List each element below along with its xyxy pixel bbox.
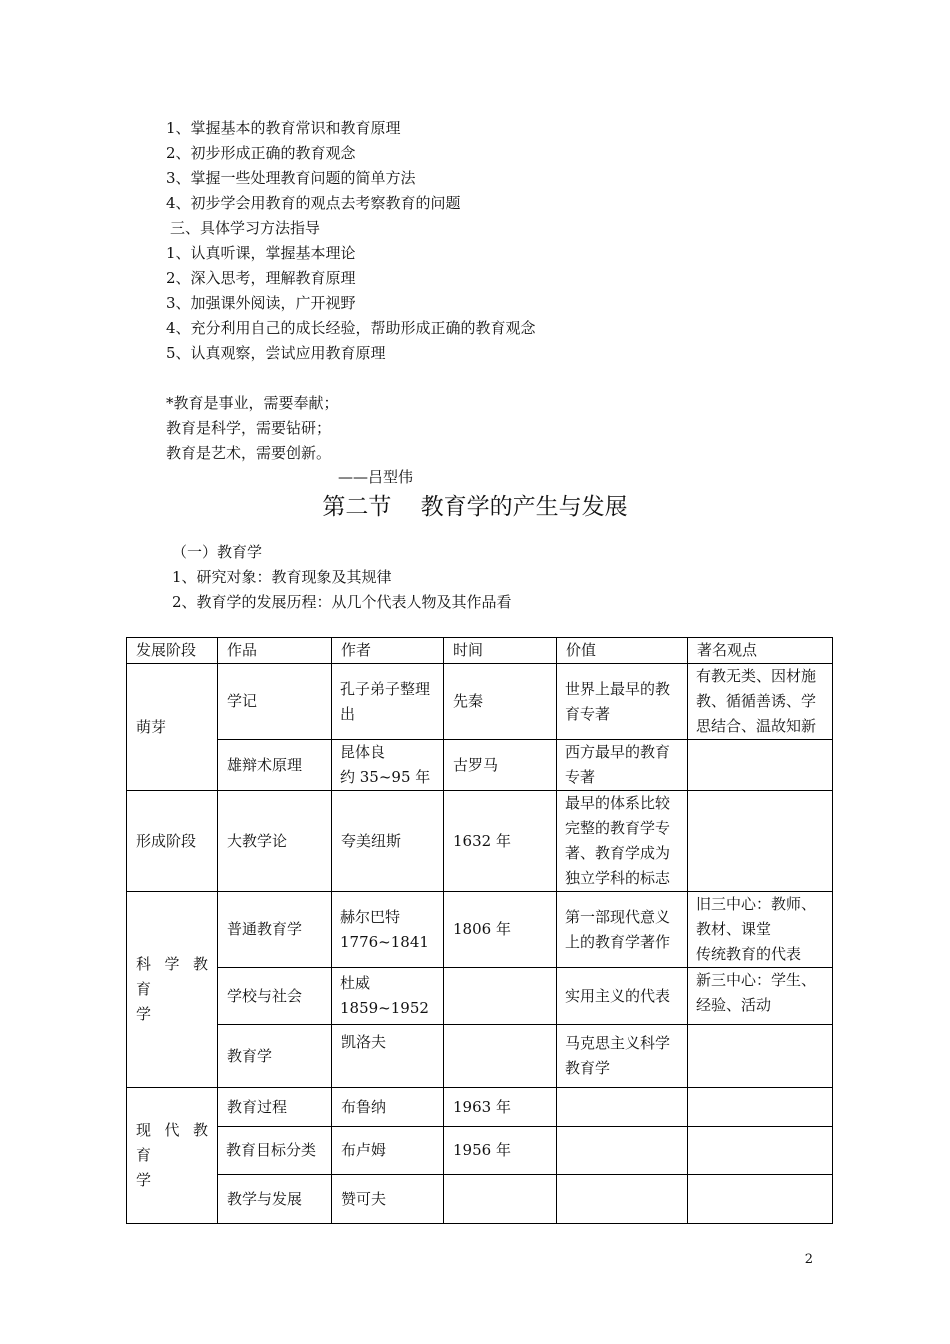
time-cell: 1632 年 [444, 791, 557, 892]
author-line: 1776~1841 [340, 932, 429, 951]
view-cell [688, 740, 833, 791]
author-cell [332, 740, 444, 791]
work-cell: 大教学论 [218, 791, 332, 892]
view-cell [688, 1127, 833, 1175]
intro-line: 3、加强课外阅读，广开视野 [166, 294, 356, 312]
view-line: 传统教育的代表 [696, 945, 802, 963]
author-cell: 布卢姆 [332, 1127, 444, 1175]
author-line: 赫尔巴特 [340, 907, 401, 926]
intro-line: 2、深入思考，理解教育原理 [166, 269, 356, 287]
table-header-row [127, 638, 833, 664]
author-line: 昆体良 [340, 743, 386, 761]
value-line: 最早的体系比较 [565, 794, 671, 812]
header-cell: 作者 [332, 638, 444, 664]
value-line: 完整的教育学专 [565, 819, 671, 837]
table-row [127, 664, 833, 740]
page-number: 2 [804, 1252, 813, 1267]
view-line: 有教无类、因材施 [696, 667, 817, 685]
time-cell: 1956 年 [444, 1127, 557, 1175]
header-cell: 著名观点 [688, 638, 833, 664]
stage-cell: 形成阶段 [127, 791, 218, 892]
view-line: 思结合、温故知新 [696, 717, 817, 735]
view-cell [688, 1025, 833, 1088]
view-cell [688, 968, 833, 1025]
header-cell: 作品 [218, 638, 332, 664]
stage-label: 学 [136, 1005, 152, 1023]
quote-line: 教育是科学，需要钻研； [166, 419, 332, 437]
sub-line: 2、教育学的发展历程：从几个代表人物及其作品看 [172, 593, 512, 611]
value-cell: 实用主义的代表 [557, 968, 688, 1025]
view-cell [688, 1175, 833, 1224]
value-cell [557, 664, 688, 740]
time-cell [444, 1025, 557, 1088]
intro-line: 4、初步学会用教育的观点去考察教育的问题 [166, 194, 461, 212]
value-cell [557, 1088, 688, 1127]
work-cell: 教学与发展 [218, 1175, 332, 1224]
author-line: 杜威 [340, 974, 371, 992]
author-cell [332, 664, 444, 740]
work-cell: 普通教育学 [218, 892, 332, 968]
table-row [127, 1127, 833, 1175]
value-cell [557, 892, 688, 968]
author-cell: 夸美纽斯 [332, 791, 444, 892]
value-line: 著、教育学成为 [565, 844, 671, 862]
table-row [127, 791, 833, 892]
stage-label: 萌芽 [136, 717, 167, 736]
author-cell: 赞可夫 [332, 1175, 444, 1224]
table-row [127, 1088, 833, 1127]
table-row [127, 1175, 833, 1224]
header-cell: 价值 [557, 638, 688, 664]
value-line: 专著 [565, 768, 596, 786]
intro-line: 2、初步形成正确的教育观念 [166, 144, 356, 162]
stage-cell [127, 1088, 218, 1224]
table-row [127, 968, 833, 1025]
stage-label: 学 [136, 1171, 152, 1189]
table-row [127, 892, 833, 968]
section-title: 第二节 教育学的产生与发展 [322, 494, 628, 520]
value-line: 世界上最早的教 [565, 679, 671, 698]
value-cell [557, 740, 688, 791]
author-line: 孔子弟子整理 [340, 679, 431, 698]
intro-line: 3、掌握一些处理教育问题的简单方法 [166, 169, 416, 187]
intro-line: 1、认真听课，掌握基本理论 [166, 244, 356, 262]
table-row [127, 740, 833, 791]
stage-cell [127, 892, 218, 1088]
view-line: 旧三中心：教师、 [696, 895, 817, 913]
author-line: 1859~1952 [340, 999, 429, 1017]
sub-heading: （一）教育学 [172, 543, 263, 561]
value-cell [557, 1025, 688, 1088]
view-cell [688, 664, 833, 740]
stage-label: 科 学 教 育 [136, 955, 208, 998]
time-cell [444, 1175, 557, 1224]
author-line: 出 [340, 704, 356, 723]
value-line: 第一部现代意义 [565, 907, 671, 926]
work-cell: 教育学 [218, 1025, 332, 1088]
intro-heading: 三、具体学习方法指导 [170, 219, 321, 237]
work-cell: 教育目标分类 [218, 1127, 332, 1175]
value-line: 教育学 [565, 1059, 611, 1077]
stage-label: 现 代 教 育 [136, 1121, 208, 1164]
header-cell: 时间 [444, 638, 557, 664]
view-cell [688, 892, 833, 968]
author-line: 约 35~95 年 [340, 768, 431, 786]
value-line: 育专著 [565, 704, 611, 723]
value-line: 独立学科的标志 [565, 869, 671, 887]
intro-line: 4、充分利用自己的成长经验，帮助形成正确的教育观念 [166, 319, 536, 337]
work-cell: 教育过程 [218, 1088, 332, 1127]
view-cell [688, 791, 833, 892]
view-line: 新三中心：学生、 [696, 971, 817, 989]
time-cell [444, 968, 557, 1025]
author-cell [332, 892, 444, 968]
value-line: 西方最早的教育 [565, 743, 671, 761]
value-line: 马克思主义科学 [565, 1034, 671, 1052]
value-line: 上的教育学著作 [565, 932, 671, 951]
header-cell: 发展阶段 [127, 638, 218, 664]
work-cell: 学校与社会 [218, 968, 332, 1025]
quote-line: 教育是艺术，需要创新。 [166, 444, 332, 462]
value-cell [557, 1127, 688, 1175]
view-line: 教材、课堂 [696, 920, 772, 938]
author-cell: 凯洛夫 [332, 1025, 444, 1088]
value-cell [557, 1175, 688, 1224]
value-cell [557, 791, 688, 892]
history-table [126, 637, 833, 1224]
view-line: 经验、活动 [696, 996, 772, 1014]
time-cell: 1963 年 [444, 1088, 557, 1127]
work-cell: 学记 [218, 664, 332, 740]
work-cell: 雄辩术原理 [218, 740, 332, 791]
view-cell [688, 1088, 833, 1127]
author-cell: 布鲁纳 [332, 1088, 444, 1127]
time-cell: 1806 年 [444, 892, 557, 968]
intro-line: 1、掌握基本的教育常识和教育原理 [166, 119, 401, 137]
table-row [127, 1025, 833, 1088]
view-line: 教、循循善诱、学 [696, 692, 817, 710]
stage-cell [127, 664, 218, 791]
intro-line: 5、认真观察，尝试应用教育原理 [166, 344, 386, 362]
quote-author: ——吕型伟 [338, 468, 414, 486]
sub-line: 1、研究对象：教育现象及其规律 [172, 568, 392, 586]
quote-line: *教育是事业，需要奉献； [166, 394, 339, 412]
author-cell [332, 968, 444, 1025]
time-cell: 先秦 [444, 664, 557, 740]
time-cell: 古罗马 [444, 740, 557, 791]
